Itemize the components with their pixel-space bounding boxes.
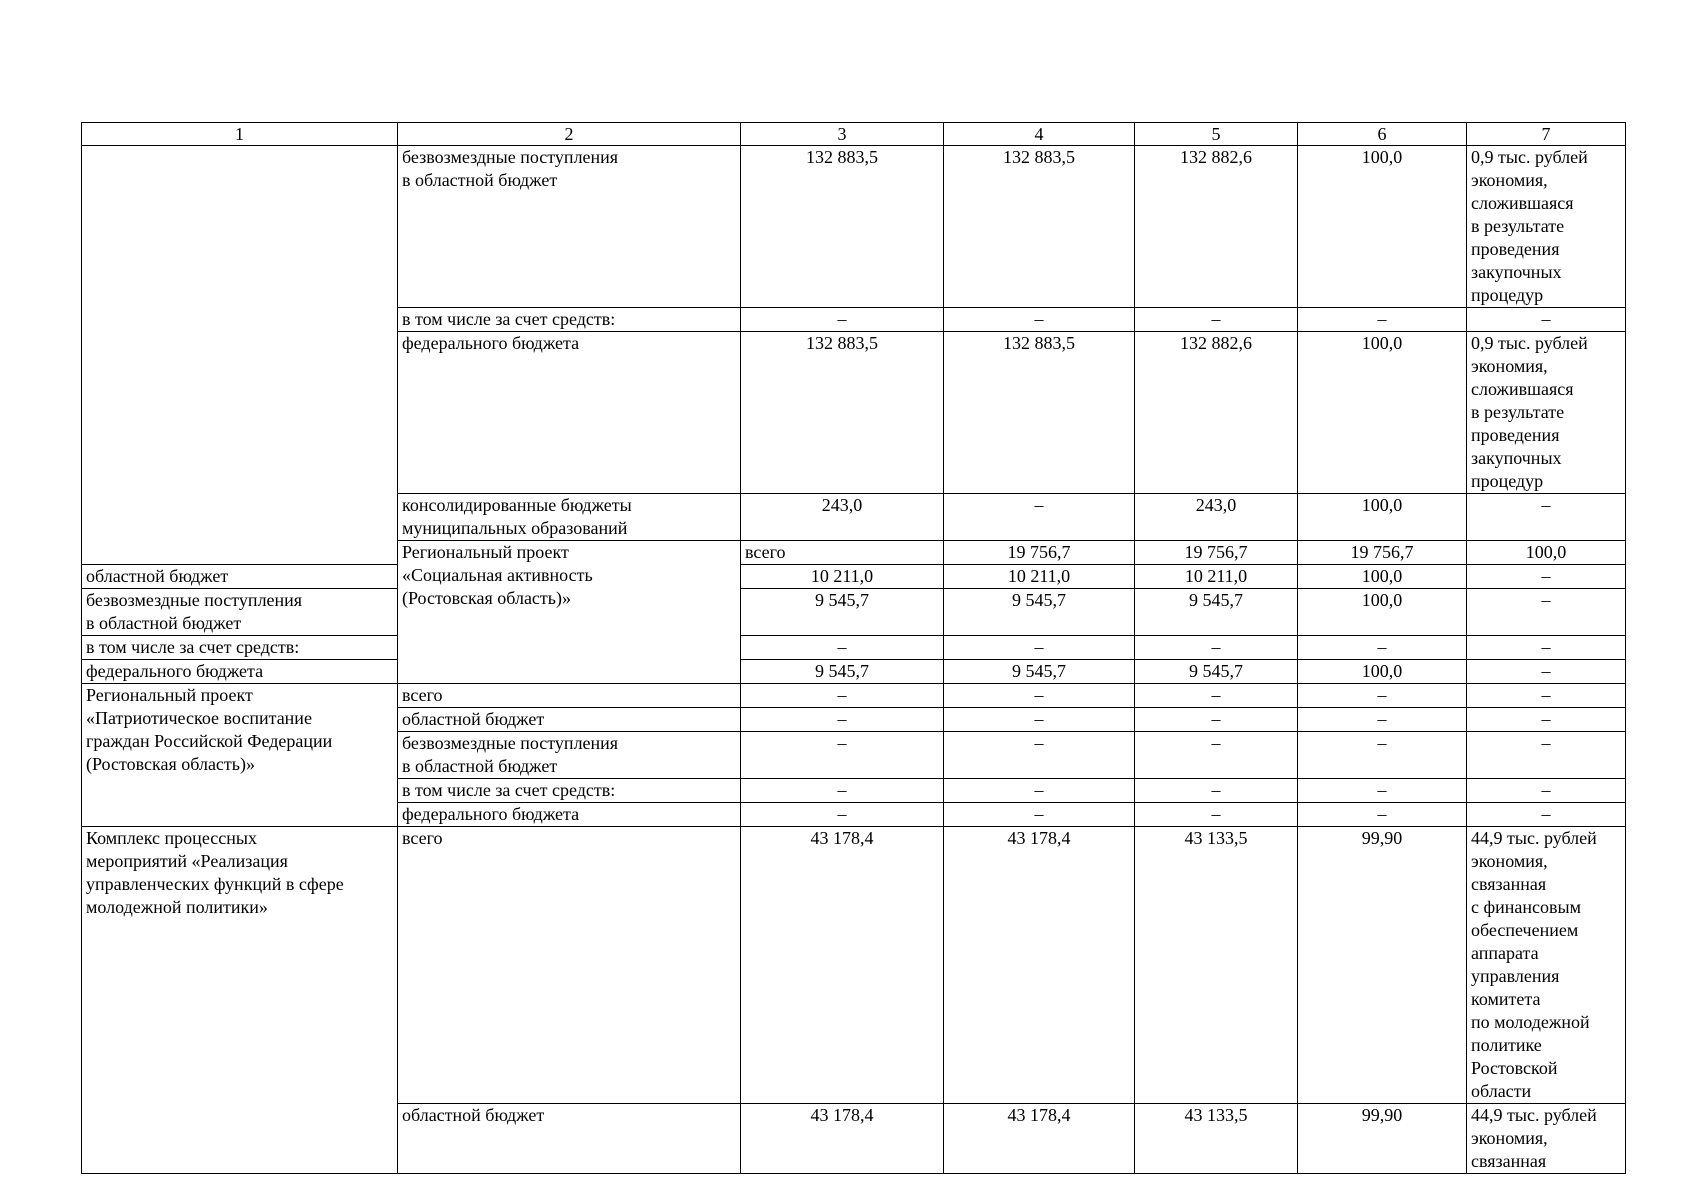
header-col-6: 6 <box>1298 123 1467 146</box>
actual-value-cell: – <box>1135 708 1298 732</box>
actual-value-cell: – <box>1135 803 1298 827</box>
contract-value-cell: 132 883,5 <box>944 146 1135 308</box>
header-col-3: 3 <box>741 123 944 146</box>
note-cell: – <box>1467 589 1626 636</box>
execution-percent-cell: – <box>1298 732 1467 779</box>
contract-value-cell: – <box>944 308 1135 332</box>
contract-value-cell: 10 211,0 <box>944 565 1135 589</box>
planned-value-cell: – <box>741 636 944 660</box>
execution-percent-cell: 100,0 <box>1298 589 1467 636</box>
actual-value-cell: – <box>1135 684 1298 708</box>
note-cell: – <box>1467 779 1626 803</box>
execution-percent-cell: 100,0 <box>1298 660 1467 684</box>
planned-value-cell: 10 211,0 <box>741 565 944 589</box>
execution-percent-cell: 100,0 <box>1298 565 1467 589</box>
table-row <box>82 146 1626 308</box>
header-col-2: 2 <box>398 123 741 146</box>
note-cell: – <box>1467 494 1626 541</box>
header-col-1: 1 <box>82 123 398 146</box>
planned-value-cell: 9 545,7 <box>741 589 944 636</box>
execution-percent-cell: 99,90 <box>1298 827 1467 1104</box>
actual-value-cell: 43 133,5 <box>1135 827 1298 1104</box>
note-cell: – <box>1467 565 1626 589</box>
note-cell: – <box>1467 732 1626 779</box>
planned-value-cell: – <box>741 732 944 779</box>
execution-percent-cell: – <box>1298 684 1467 708</box>
program-name-cell: Комплекс процессных мероприятий «Реализация управленческих функций в сфере молодежной политики» <box>82 827 398 1174</box>
contract-value-cell: – <box>944 684 1135 708</box>
table-row <box>82 827 1626 1104</box>
table-row <box>82 565 1626 589</box>
note-cell: – <box>1467 660 1626 684</box>
execution-percent-cell: 100,0 <box>1298 146 1467 308</box>
funding-source-cell: федерального бюджета <box>82 660 398 684</box>
header-col-5: 5 <box>1135 123 1298 146</box>
contract-value-cell: – <box>944 803 1135 827</box>
execution-percent-cell: – <box>1298 803 1467 827</box>
contract-value-cell: 9 545,7 <box>944 660 1135 684</box>
funding-source-cell: безвозмездные поступления в областной бюджет <box>398 146 741 308</box>
actual-value-cell: – <box>1135 308 1298 332</box>
contract-value-cell: – <box>944 779 1135 803</box>
planned-value-cell: 19 756,7 <box>944 541 1135 565</box>
funding-source-cell: безвозмездные поступления в областной бюджет <box>398 732 741 779</box>
actual-value-cell: – <box>1135 779 1298 803</box>
actual-value-cell: 10 211,0 <box>1135 565 1298 589</box>
planned-value-cell: 132 883,5 <box>741 332 944 494</box>
table-row <box>82 589 1626 636</box>
header-col-7: 7 <box>1467 123 1626 146</box>
program-name-cell <box>82 146 398 565</box>
actual-value-cell: 9 545,7 <box>1135 589 1298 636</box>
execution-percent-cell: – <box>1298 779 1467 803</box>
contract-value-cell: – <box>944 494 1135 541</box>
actual-value-cell: 19 756,7 <box>1298 541 1467 565</box>
funding-source-cell: федерального бюджета <box>398 332 741 494</box>
planned-value-cell: 9 545,7 <box>741 660 944 684</box>
funding-source-cell: областной бюджет <box>398 708 741 732</box>
contract-value-cell: – <box>944 708 1135 732</box>
planned-value-cell: 243,0 <box>741 494 944 541</box>
funding-source-cell: в том числе за счет средств: <box>398 308 741 332</box>
note-cell: – <box>1467 708 1626 732</box>
funding-source-cell: всего <box>741 541 944 565</box>
actual-value-cell: – <box>1135 732 1298 779</box>
column-number-row <box>82 123 1626 146</box>
table-row <box>82 660 1626 684</box>
contract-value-cell: 19 756,7 <box>1135 541 1298 565</box>
funding-source-cell: областной бюджет <box>82 565 398 589</box>
execution-percent-cell: 100,0 <box>1298 332 1467 494</box>
contract-value-cell: 43 178,4 <box>944 1104 1135 1174</box>
planned-value-cell: – <box>741 779 944 803</box>
note-cell: – <box>1467 803 1626 827</box>
contract-value-cell: 132 883,5 <box>944 332 1135 494</box>
program-name-cell: Региональный проект «Патриотическое воспитание граждан Российской Федерации (Ростовская область)» <box>82 684 398 827</box>
planned-value-cell: 43 178,4 <box>741 1104 944 1174</box>
program-name-cell: Региональный проект «Социальная активность (Ростовская область)» <box>398 541 741 684</box>
note-cell: 0,9 тыс. рублей экономия, сложившаяся в результате проведения закупочных процедур <box>1467 332 1626 494</box>
contract-value-cell: 43 178,4 <box>944 827 1135 1104</box>
actual-value-cell: 9 545,7 <box>1135 660 1298 684</box>
funding-source-cell: областной бюджет <box>398 1104 741 1174</box>
planned-value-cell: 132 883,5 <box>741 146 944 308</box>
execution-percent-cell: – <box>1298 308 1467 332</box>
contract-value-cell: – <box>944 732 1135 779</box>
execution-percent-cell: 100,0 <box>1467 541 1626 565</box>
funding-source-cell: федерального бюджета <box>398 803 741 827</box>
note-cell: 0,9 тыс. рублей экономия, сложившаяся в результате проведения закупочных процедур <box>1467 146 1626 308</box>
note-cell: 44,9 тыс. рублей экономия, связанная с финансовым обеспечением аппарата управления комитета по молодежной политике Ростовской области <box>1467 827 1626 1104</box>
planned-value-cell: – <box>741 308 944 332</box>
planned-value-cell: – <box>741 708 944 732</box>
actual-value-cell: – <box>1135 636 1298 660</box>
execution-percent-cell: 100,0 <box>1298 494 1467 541</box>
header-col-4: 4 <box>944 123 1135 146</box>
budget-execution-table <box>81 122 1626 1174</box>
note-cell: – <box>1467 684 1626 708</box>
table-row <box>82 636 1626 660</box>
planned-value-cell: – <box>741 803 944 827</box>
planned-value-cell: 43 178,4 <box>741 827 944 1104</box>
funding-source-cell: в том числе за счет средств: <box>82 636 398 660</box>
funding-source-cell: всего <box>398 684 741 708</box>
actual-value-cell: 132 882,6 <box>1135 332 1298 494</box>
note-cell: – <box>1467 636 1626 660</box>
table-row <box>82 684 1626 708</box>
funding-source-cell: всего <box>398 827 741 1104</box>
execution-percent-cell: – <box>1298 708 1467 732</box>
execution-percent-cell: – <box>1298 636 1467 660</box>
execution-percent-cell: 99,90 <box>1298 1104 1467 1174</box>
table-body <box>82 146 1626 1174</box>
contract-value-cell: – <box>944 636 1135 660</box>
note-cell: – <box>1467 308 1626 332</box>
note-cell: 44,9 тыс. рублей экономия, связанная <box>1467 1104 1626 1174</box>
actual-value-cell: 43 133,5 <box>1135 1104 1298 1174</box>
actual-value-cell: 243,0 <box>1135 494 1298 541</box>
funding-source-cell: в том числе за счет средств: <box>398 779 741 803</box>
actual-value-cell: 132 882,6 <box>1135 146 1298 308</box>
planned-value-cell: – <box>741 684 944 708</box>
contract-value-cell: 9 545,7 <box>944 589 1135 636</box>
funding-source-cell: консолидированные бюджеты муниципальных образований <box>398 494 741 541</box>
funding-source-cell: безвозмездные поступления в областной бюджет <box>82 589 398 636</box>
